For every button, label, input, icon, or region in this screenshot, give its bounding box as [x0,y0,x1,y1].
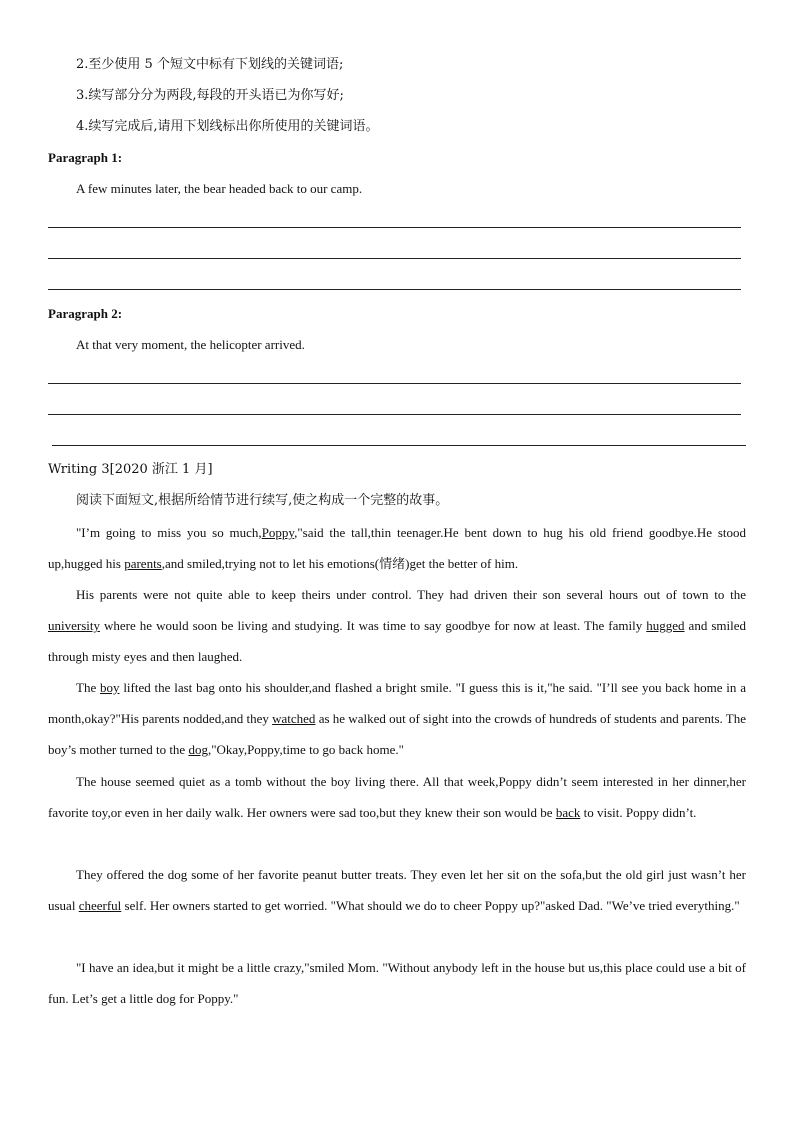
keyword: dog [188,742,208,758]
instruction-item-3: 3.续写部分分为两段,每段的开头语已为你写好; [76,88,344,103]
keyword: boy [100,680,120,695]
keyword: parents [124,556,162,572]
story-paragraph-6: "I have an idea,but it might be a little crazy,"smiled Mom. "Without anybody left in the house but us,this place could use a bit of fun. Let’s get a little dog for Poppy." [48,960,746,1007]
answer-line[interactable] [48,383,741,384]
story-paragraph-3: The boy lifted the last bag onto his shoulder,and flashed a bright smile. "I guess this is it,"he said. "I’ll see you back home in a month,okay?"His parents nodded,and they watched as he walked out of sight into the crowds of hundreds of students and parents. The boy’s mother turned to the dog,"Okay,Poppy,time to go back home." [48,680,747,758]
keyword: university [48,618,100,634]
keyword: watched [272,711,316,727]
story-paragraph-4: The house seemed quiet as a tomb without the boy living there. All that week,Poppy didn’t seem interested in her dinner,her favorite toy,or even in her daily walk. Her owners were sad too,but they knew their son would be back to visit. Poppy didn’t. [48,774,746,821]
paragraph-2-opening: At that very moment, the helicopter arrived. [76,337,305,352]
answer-line[interactable] [48,289,741,290]
writing-3-heading: Writing 3[2020 浙江 1 月] [48,462,213,477]
instruction-item-4: 4.续写完成后,请用下划线标出你所使用的关键词语。 [76,119,379,134]
answer-line[interactable] [48,227,741,228]
keyword: Poppy [261,525,295,540]
paragraph-1-opening: A few minutes later, the bear headed back to our camp. [76,181,363,196]
paragraph-1-label: Paragraph 1: [48,150,123,165]
answer-line[interactable] [48,258,741,259]
story-paragraph-5: They offered the dog some of her favorite peanut butter treats. They even let her sit on the sofa,but the old girl just wasn’t her usual cheerful self. Her owners started to get worried. "What should we do to cheer Poppy up?"asked Dad. "We’ve tried everything." [48,867,746,914]
keyword: back [555,805,581,821]
writing-3-instruction: 阅读下面短文,根据所给情节进行续写,使之构成一个完整的故事。 [76,493,449,508]
answer-line[interactable] [52,445,746,446]
answer-line[interactable] [48,414,741,415]
story-paragraph-1: "I’m going to miss you so much,Poppy,"said the tall,thin teenager.He bent down to hug his old friend goodbye.He stood up,hugged his parents,and smiled,trying not to let his emotions(情绪)get the better of him. [48,525,746,572]
paragraph-2-label: Paragraph 2: [48,306,123,321]
keyword: hugged [646,618,685,634]
keyword: cheerful [78,898,122,914]
story-paragraph-2: His parents were not quite able to keep theirs under control. They had driven their son several hours out of town to the university where he would soon be living and studying. It was time to say goodbye for now at least. The family hugged and smiled through misty eyes and then laughed. [48,587,746,665]
instruction-item-2: 2.至少使用 5 个短文中标有下划线的关键词语; [76,57,344,72]
